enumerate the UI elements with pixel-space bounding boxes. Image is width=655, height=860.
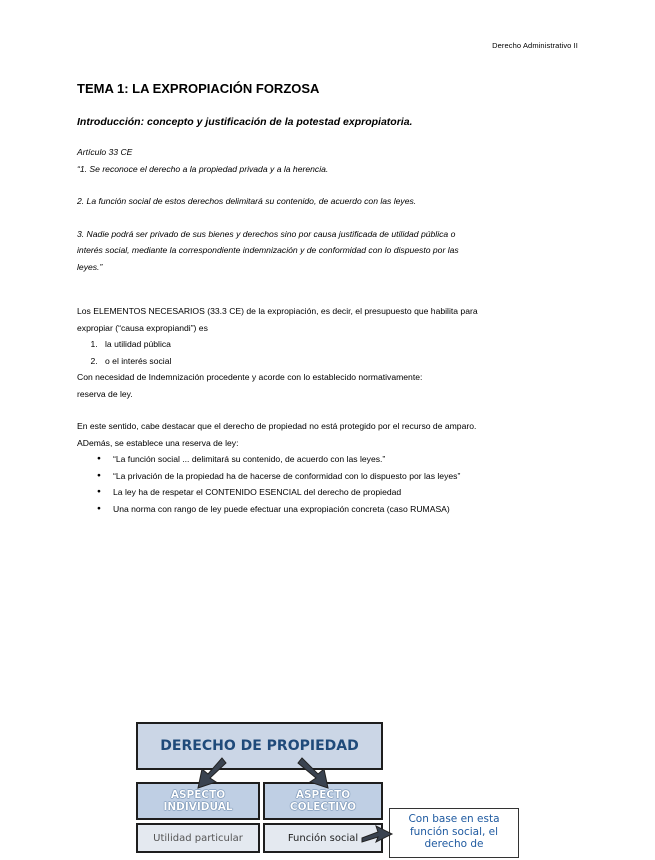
amparo-bullet-list [77,451,577,517]
arrow-to-note [362,826,392,842]
note-line-3: derecho de [424,838,484,850]
elements-list [77,336,577,369]
list-item: ● “La función social ... delimitará su contenido, de acuerdo con las leyes.” [77,451,577,468]
note-line-2: función social, el [409,825,499,838]
arrow-to-collective [298,758,328,788]
section-subtitle: Introducción: concepto y justificación de la potestad expropiatoria. [77,116,413,128]
page-title: TEMA 1: LA EXPROPIACIÓN FORZOSA [77,81,320,96]
article-paragraph-3a: 3. Nadie podrá ser privado de sus bienes y derechos sino por causa justificada de utilidad pública o [77,228,456,239]
aspect-collective-line-2: COLECTIVO [289,801,357,813]
diagram-arrows [136,720,536,860]
aspect-individual-line-2: INDIVIDUAL [163,801,233,813]
amparo-section [77,418,577,517]
document-body [77,80,577,517]
aspect-collective-line-1: ASPECTO [295,789,351,801]
amparo-line-1: En este sentido, cabe destacar que el derecho de propiedad no está protegido por el recurso de amparo. [77,421,477,431]
private-utility-box: Utilidad particular [136,823,260,853]
diagram-title-box: DERECHO DE PROPIEDAD [136,722,383,770]
elements-section [77,303,577,402]
aspect-individual-line-1: ASPECTO [170,789,226,801]
running-header: Derecho Administrativo II [492,41,578,50]
list-item: ● La ley ha de respetar el CONTENIDO ESENCIAL del derecho de propiedad [77,484,577,501]
article-paragraph-3b: interés social, mediante la correspondiente indemnización y de conformidad con lo dispuesto por las [77,245,459,255]
article-paragraph-3c: leyes.” [77,261,103,272]
article-heading: Artículo 33 CE [77,147,133,157]
amparo-line-2: ADemás, se establece una reserva de ley: [77,437,239,448]
social-function-box: Función social [263,823,383,853]
property-rights-diagram [136,720,536,860]
list-item: 1. la utilidad pública [100,336,577,353]
elements-line-1: Los ELEMENTOS NECESARIOS (33.3 CE) de la expropiación, es decir, el presupuesto que habilita para [77,306,478,316]
elements-line-4: reserva de ley. [77,388,133,399]
list-item: ● “La privación de la propiedad ha de hacerse de conformidad con lo dispuesto por las leyes” [77,468,577,485]
elements-line-2: expropiar (“causa expropiandi”) es [77,322,208,333]
arrow-to-individual [198,758,226,788]
list-item: 2. o el interés social [100,353,577,370]
article-paragraph-2: 2. La función social de estos derechos delimitará su contenido, de acuerdo con las leyes. [77,196,417,206]
article-paragraph-1: “1. Se reconoce el derecho a la propiedad privada y a la herencia. [77,163,329,174]
elements-line-3: Con necesidad de Indemnización procedente y acorde con lo establecido normativamente: [77,372,423,382]
list-item: ● Una norma con rango de ley puede efectuar una expropiación concreta (caso RUMASA) [77,501,577,518]
article-quote [77,144,577,275]
note-line-1: Con base en esta [408,813,500,825]
